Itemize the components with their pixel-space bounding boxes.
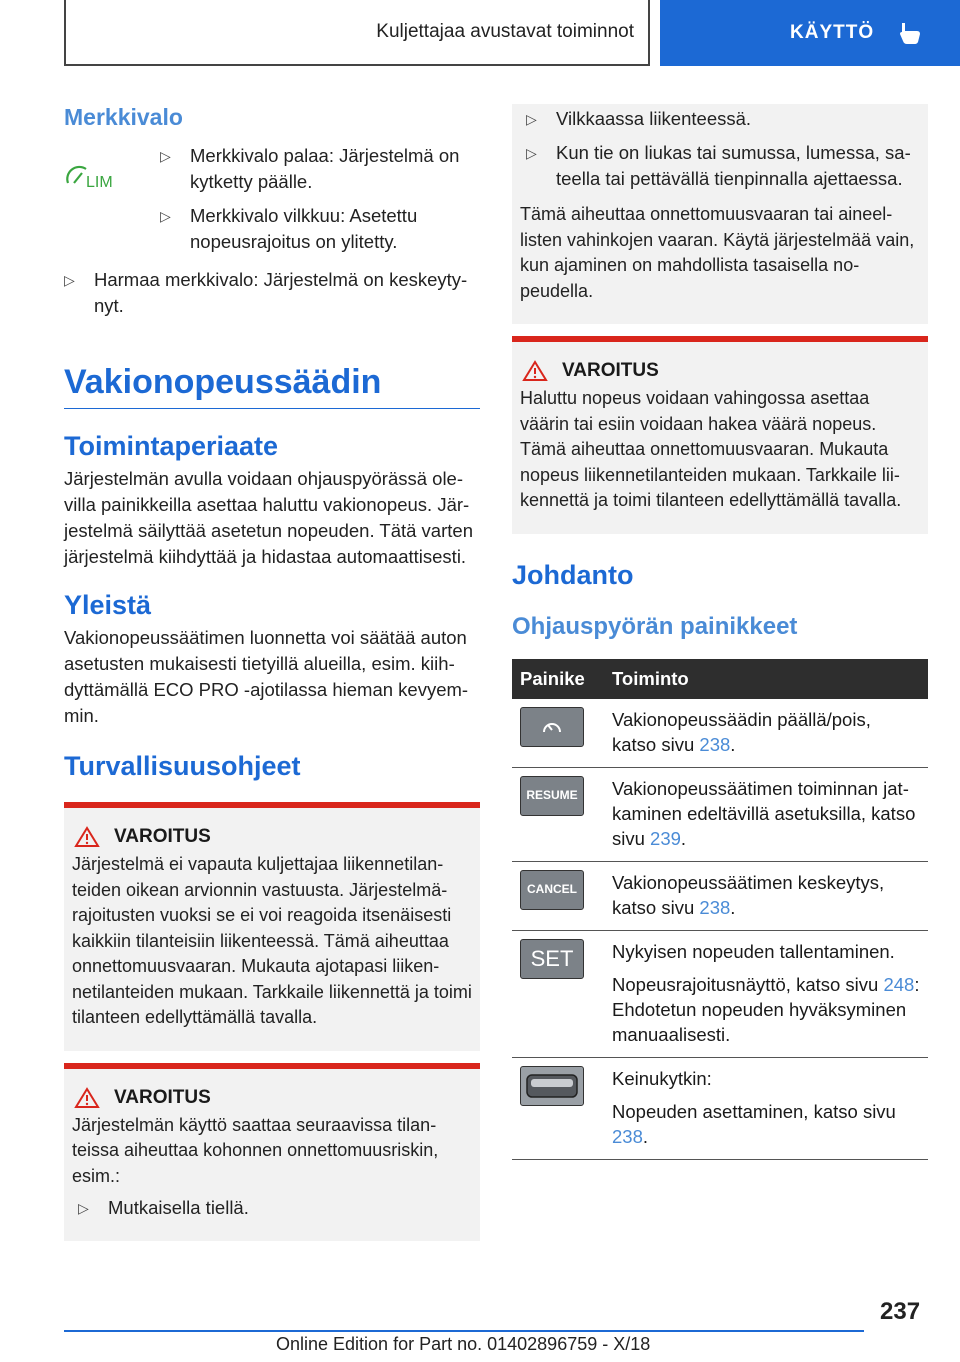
page-link[interactable]: 239 — [650, 827, 681, 849]
lim-status-list — [160, 143, 480, 263]
turvallisuus-heading: Turvallisuusohjeet — [64, 751, 301, 781]
warning-continuation — [512, 104, 928, 324]
list-item: ▷ Mutkaisella tiellä. — [78, 1195, 472, 1221]
cancel-button-image: CANCEL — [520, 870, 584, 910]
list-item: ▷ Merkkivalo vilkkuu: Asetettu nopeusrajoitus on ylitetty. — [160, 203, 480, 255]
table-row: Vakionopeussäädin päällä/pois, katso sivu 238. — [512, 699, 928, 768]
grey-indicator-list — [64, 267, 480, 319]
yleista-heading: Yleistä — [64, 590, 152, 620]
yleista-text: Vakionopeussäätimen luonnetta voi säätää auton asetusten mukaisesti tietyillä alueilla, esim. kiihdyttämällä ECO PRO -ajotilassa hieman kevyemmin. — [64, 627, 469, 726]
warning-triangle-icon — [74, 826, 100, 848]
johdanto-heading: Johdanto — [512, 559, 634, 590]
page-link[interactable]: 248 — [883, 973, 915, 995]
warning-text: Järjestelmän käyttö saattaa seuraavissa tilanteissa aiheuttaa kohonnen onnettomuusriskin, esim.: — [72, 1114, 439, 1186]
page-number: 237 — [880, 1298, 921, 1325]
painikkeet-heading: Ohjauspyörän painikkeet — [512, 612, 798, 640]
hand-pointer-icon — [896, 20, 922, 46]
section-title: Kuljettajaa avustavat toiminnot — [376, 21, 634, 42]
warning-box — [512, 336, 928, 534]
warning-text: Järjestelmä ei vapauta kuljettajaa liikennetilanteiden oikean arvionnin vastuusta. Järjestelmärajoitusten vuoksi se ei voi reagoida itsenäisesti kaikkiin tilanteisiin liikenteessä. Tämä aiheuttaa onnettomuusvaaran. Mukauta ajotapasi liikennetilanteiden mukaan. Tarkkaile liikennettä ja toimi tilanteen edellyttämällä tavalla. — [72, 854, 472, 1027]
rocker-switch-icon — [525, 1071, 579, 1101]
right-column — [512, 104, 928, 1160]
page-link[interactable]: 238 — [699, 896, 731, 918]
header-chapter — [660, 0, 960, 66]
speed-limiter-icon — [64, 161, 120, 189]
page-title: Vakionopeussäädin — [64, 363, 480, 409]
table-header: Toiminto — [604, 659, 928, 699]
toimintaperiaate-heading: Toimintaperiaate — [64, 431, 279, 461]
footer-edition: Online Edition for Part no. 01402896759 - X/18 — [276, 1334, 651, 1354]
page-link[interactable]: 238 — [612, 1125, 643, 1147]
warning-title: VAROITUS — [520, 360, 920, 382]
header-section — [64, 0, 650, 66]
warning-triangle-icon — [74, 1087, 100, 1109]
warning-list — [72, 1195, 472, 1221]
chapter-title: KÄYTTÖ — [790, 22, 875, 43]
lim-indicator-block — [64, 143, 480, 263]
warning-box — [64, 1063, 480, 1242]
list-item: ▷ Vilkkaassa liikenteessä. — [526, 106, 920, 132]
warning-text: Tämä aiheuttaa onnettomuusvaaran tai aineellisten vahinkojen vaaran. Käytä järjestelmää vain, kun ajaminen on mahdollista tasaisella nopeudella. — [520, 204, 915, 301]
cruise-control-button-image — [520, 707, 584, 747]
page-link[interactable]: 238 — [699, 733, 731, 755]
table-row: RESUME Vakionopeussäätimen toiminnan jatkaminen edeltävillä asetuksilla, katso sivu 239. — [512, 767, 928, 861]
merkkivalo-heading: Merkkivalo — [64, 104, 183, 130]
warning-title: VAROITUS — [72, 826, 472, 848]
warning-box — [64, 802, 480, 1051]
rocker-switch-image — [520, 1066, 584, 1106]
list-item: ▷ Merkkivalo palaa: Järjestelmä on kytketty päälle. — [160, 143, 480, 195]
warning-text: Haluttu nopeus voidaan vahingossa asettaa väärin tai esiin voidaan hakea väärä nopeus. Tämä aiheuttaa onnettomuusvaaran. Mukauta nopeus liikennetilanteiden mukaan. Tarkkaile liikennettä ja toimi tilanteen edellyttämällä tavalla. — [520, 388, 902, 510]
table-row: Keinukytkin: Nopeuden asettaminen, katso sivu 238. — [512, 1057, 928, 1159]
resume-button-image: RESUME — [520, 776, 584, 816]
footer-divider — [64, 1330, 864, 1332]
left-column — [64, 100, 480, 1241]
cruise-control-icon — [541, 718, 563, 736]
table-row: CANCEL Vakionopeussäätimen keskeytys, katso sivu 238. — [512, 861, 928, 930]
lim-label: LIM — [86, 174, 113, 189]
list-item: ▷ Harmaa merkkivalo: Järjestelmä on keskeytynyt. — [64, 267, 480, 319]
toimintaperiaate-text: Järjestelmän avulla voidaan ohjauspyörässä olevilla painikkeilla asettaa haluttu vakionopeus. Järjestelmä säilyttää asetetun nopeuden. Tätä varten järjestelmä kiihdyttää ja hidastaa automaattisesti. — [64, 468, 473, 567]
list-item: ▷ Kun tie on liukas tai sumussa, lumessa, sateella tai pettävällä tienpinnalla ajettaessa. — [526, 140, 920, 192]
lim-indicator — [64, 143, 160, 263]
set-button-image: SET — [520, 939, 584, 979]
warning-title: VAROITUS — [72, 1087, 472, 1109]
buttons-table — [512, 659, 928, 1160]
warning-list — [520, 106, 920, 192]
warning-triangle-icon — [522, 360, 548, 382]
table-header: Painike — [512, 659, 604, 699]
table-row: SET Nykyisen nopeuden tallentaminen. Nopeusrajoitusnäyttö, katso sivu 248: Ehdotetun nopeuden hyväksyminen manuaalisesti. — [512, 930, 928, 1057]
